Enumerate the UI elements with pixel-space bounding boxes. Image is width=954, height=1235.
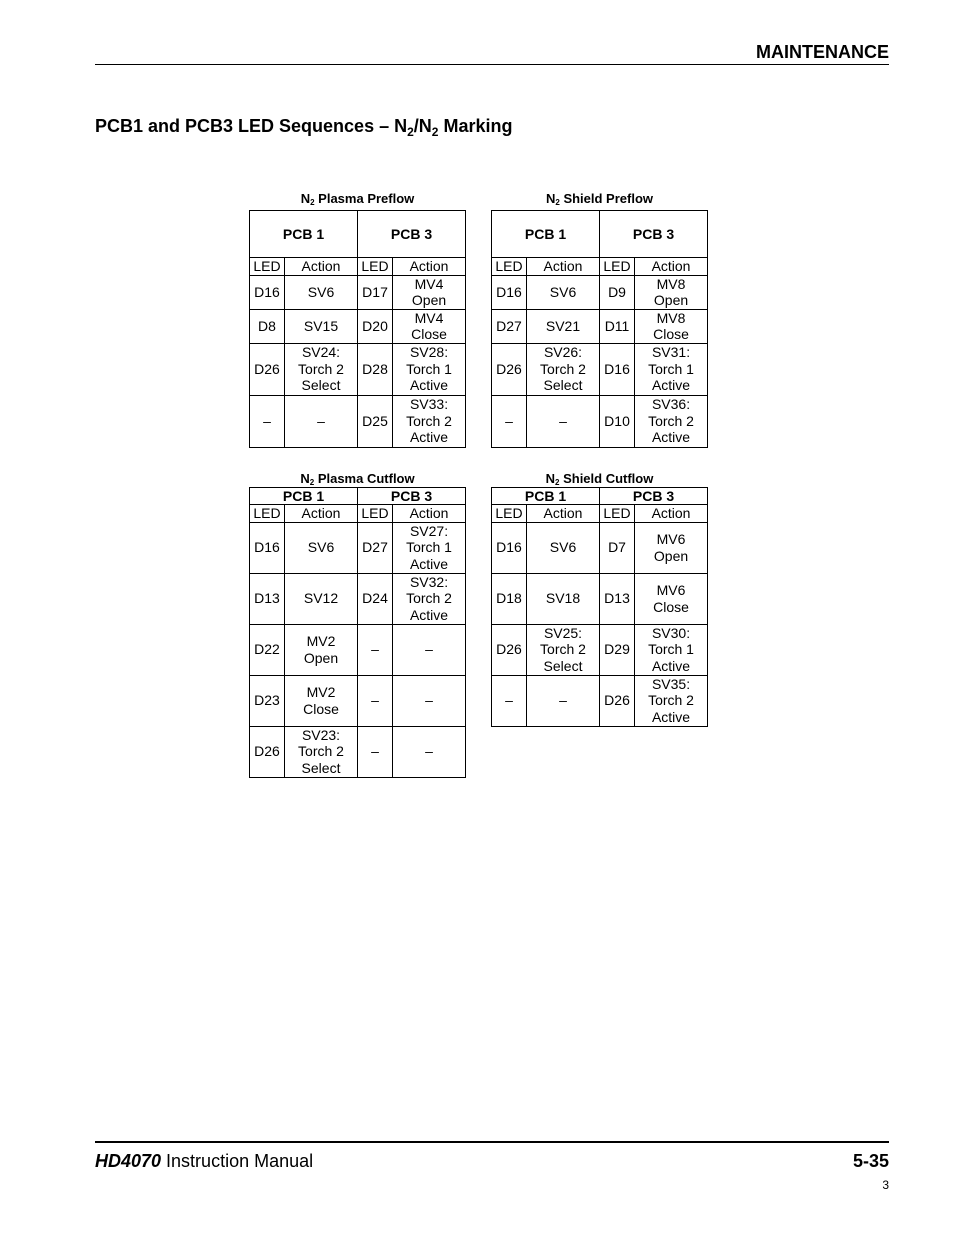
table-row — [250, 522, 466, 573]
action-line: SV15 — [303, 317, 339, 334]
pcb-header-row — [250, 211, 466, 258]
table-caption — [491, 191, 708, 207]
pcb-header-row — [492, 211, 708, 258]
pcb1-action — [285, 395, 358, 447]
pcb1-action — [527, 573, 600, 624]
section-title: MAINTENANCE — [756, 42, 889, 62]
table-row — [250, 624, 466, 675]
pcb3-led: D29 — [600, 624, 635, 675]
table-row — [250, 343, 466, 395]
pcb1-led: D16 — [492, 275, 527, 309]
action-line: SV25: — [543, 624, 583, 641]
action-line: MV2 — [306, 684, 336, 700]
led-header: LED — [492, 505, 527, 523]
action-line: MV6 — [656, 531, 686, 547]
pcb3-action — [635, 395, 708, 447]
action-line: Active — [651, 377, 691, 394]
pcb3-led: D24 — [358, 573, 393, 624]
table-row — [492, 309, 708, 343]
pcb3-action — [635, 343, 708, 395]
led-table — [249, 210, 466, 448]
heading-slash: /N — [413, 116, 432, 136]
action-line: MV2 — [306, 633, 336, 649]
pcb3-action — [393, 675, 466, 726]
pcb3-action — [635, 309, 708, 343]
pcb3-header: PCB 3 — [600, 488, 708, 505]
action-line: Close — [653, 598, 689, 615]
pcb3-header: PCB 3 — [358, 488, 466, 505]
action-line: – — [559, 692, 567, 709]
action-header: Action — [635, 258, 708, 276]
pcb3-led: D13 — [600, 573, 635, 624]
pcb3-led: D11 — [600, 309, 635, 343]
pcb1-led: D13 — [250, 573, 285, 624]
table-row — [250, 395, 466, 447]
table-shield-preflow — [491, 191, 708, 448]
led-header: LED — [600, 258, 635, 276]
table-row — [250, 275, 466, 309]
action-line: SV6 — [307, 283, 335, 300]
action-line: SV28: — [409, 344, 449, 361]
pcb1-header: PCB 1 — [492, 488, 600, 505]
pcb1-action — [527, 309, 600, 343]
pcb-header-row — [492, 488, 708, 505]
manual-title — [95, 1151, 313, 1172]
action-line: Torch 1 — [648, 641, 694, 658]
action-line: Close — [653, 326, 689, 342]
pcb3-action — [393, 573, 466, 624]
pcb3-action — [635, 522, 708, 573]
led-header: LED — [250, 505, 285, 523]
action-line: Torch 2 — [298, 360, 344, 377]
table-row — [492, 675, 708, 726]
action-line: Torch 2 — [406, 590, 452, 607]
caption-subscript: 2 — [310, 198, 315, 207]
pcb1-led: D22 — [250, 624, 285, 675]
action-line: SV36: — [651, 396, 691, 413]
table-caption — [249, 191, 466, 207]
action-line: Select — [543, 657, 583, 674]
pcb1-led: D23 — [250, 675, 285, 726]
pcb1-action — [527, 395, 600, 447]
pcb3-action — [635, 573, 708, 624]
action-line: – — [559, 412, 567, 429]
led-table — [249, 487, 466, 778]
pcb1-action — [527, 275, 600, 309]
pcb1-action — [285, 726, 358, 777]
caption-n: N — [545, 471, 556, 486]
pcb3-led: D27 — [358, 522, 393, 573]
action-line: SV35: — [651, 675, 691, 692]
table-row — [250, 573, 466, 624]
action-header: Action — [527, 258, 600, 276]
caption-text: Plasma Cutflow — [314, 471, 415, 486]
pcb3-header: PCB 3 — [358, 211, 466, 258]
pcb1-action — [285, 343, 358, 395]
column-header-row — [250, 258, 466, 276]
pcb3-led: D26 — [600, 675, 635, 726]
pcb1-led: D8 — [250, 309, 285, 343]
table-shield-cutflow — [491, 470, 708, 727]
led-header: LED — [358, 505, 393, 523]
action-line: SV30: — [651, 624, 691, 641]
action-line: – — [425, 641, 433, 658]
action-line: Torch 1 — [406, 539, 452, 556]
action-line: SV6 — [549, 283, 577, 300]
action-line: MV8 — [656, 309, 686, 326]
column-header-row — [492, 505, 708, 523]
pcb3-action — [393, 395, 466, 447]
action-line: Torch 1 — [406, 360, 452, 377]
table-caption — [249, 471, 466, 487]
pcb3-action — [393, 275, 466, 309]
heading-tail: Marking — [438, 116, 513, 136]
action-line: Open — [653, 292, 689, 308]
action-line: Torch 2 — [298, 743, 344, 760]
pcb1-action — [527, 343, 600, 395]
action-line: Torch 2 — [648, 412, 694, 429]
pcb3-led: D20 — [358, 309, 393, 343]
pcb1-led: D16 — [250, 522, 285, 573]
pcb3-action — [393, 309, 466, 343]
pcb1-led: D26 — [492, 624, 527, 675]
page-header — [95, 42, 889, 65]
action-header: Action — [393, 505, 466, 523]
action-line: Close — [303, 700, 339, 717]
pcb1-led: D27 — [492, 309, 527, 343]
action-line: MV4 — [414, 275, 444, 292]
action-line: SV27: — [409, 522, 449, 539]
action-header: Action — [527, 505, 600, 523]
table-plasma-preflow — [249, 191, 466, 448]
pcb3-led: – — [358, 726, 393, 777]
pcb1-action — [285, 275, 358, 309]
pcb-header-row — [250, 488, 466, 505]
action-line: SV23: — [301, 726, 341, 743]
pcb3-led: D9 — [600, 275, 635, 309]
pcb3-action — [635, 675, 708, 726]
pcb1-led: D26 — [250, 343, 285, 395]
pcb1-header: PCB 1 — [250, 211, 358, 258]
heading-subscript-1: 2 — [407, 125, 414, 139]
pcb1-action — [285, 309, 358, 343]
table-row — [250, 309, 466, 343]
pcb3-action — [393, 624, 466, 675]
caption-subscript: 2 — [555, 478, 560, 487]
caption-text: Shield Cutflow — [559, 471, 654, 486]
table-row — [492, 275, 708, 309]
action-line: SV26: — [543, 344, 583, 361]
pcb3-led: D28 — [358, 343, 393, 395]
led-header: LED — [358, 258, 393, 276]
pcb1-led: D16 — [492, 522, 527, 573]
action-line: Torch 2 — [406, 412, 452, 429]
led-header: LED — [492, 258, 527, 276]
table-row — [492, 522, 708, 573]
pcb3-action — [393, 522, 466, 573]
action-line: Select — [301, 377, 341, 394]
table-row — [492, 395, 708, 447]
pcb1-led: D26 — [250, 726, 285, 777]
pcb1-action — [527, 675, 600, 726]
table-plasma-cutflow — [249, 470, 466, 778]
action-line: SV6 — [549, 539, 577, 556]
action-line: Active — [409, 606, 449, 623]
caption-text: Shield Preflow — [559, 191, 654, 206]
led-table — [491, 487, 708, 727]
manual-label: Instruction Manual — [161, 1151, 314, 1171]
page-heading — [95, 116, 512, 139]
action-line: – — [425, 692, 433, 709]
pcb1-action — [527, 624, 600, 675]
action-line: Select — [301, 759, 341, 776]
action-line: Active — [409, 429, 449, 446]
pcb3-led: – — [358, 675, 393, 726]
pcb1-action — [285, 624, 358, 675]
action-line: Active — [409, 377, 449, 394]
pcb1-action — [285, 522, 358, 573]
pcb3-led: D25 — [358, 395, 393, 447]
pcb1-led: – — [492, 395, 527, 447]
action-line: Select — [543, 377, 583, 394]
action-line: – — [425, 743, 433, 760]
pcb3-led: D10 — [600, 395, 635, 447]
pcb1-led: – — [492, 675, 527, 726]
action-line: SV24: — [301, 344, 341, 361]
led-header: LED — [250, 258, 285, 276]
page-footer — [95, 1141, 889, 1192]
action-line: SV33: — [409, 396, 449, 413]
pcb3-action — [393, 726, 466, 777]
pcb3-led: D7 — [600, 522, 635, 573]
action-line: Active — [409, 555, 449, 572]
pcb3-led: D16 — [600, 343, 635, 395]
action-line: Torch 2 — [648, 692, 694, 709]
table-row — [492, 343, 708, 395]
table-caption — [491, 471, 708, 487]
action-line: Torch 2 — [540, 641, 586, 658]
pcb3-action — [393, 343, 466, 395]
table-row — [250, 675, 466, 726]
column-header-row — [250, 505, 466, 523]
pcb1-header: PCB 1 — [250, 488, 358, 505]
pcb1-led: D26 — [492, 343, 527, 395]
action-line: MV8 — [656, 275, 686, 292]
action-line: Open — [411, 292, 447, 308]
action-header: Action — [285, 505, 358, 523]
action-header: Action — [393, 258, 466, 276]
action-header: Action — [285, 258, 358, 276]
action-line: SV6 — [307, 539, 335, 556]
sheet-number: 3 — [882, 1178, 889, 1192]
pcb1-led: – — [250, 395, 285, 447]
action-line: SV21 — [545, 317, 581, 334]
caption-subscript: 2 — [309, 478, 315, 487]
led-table — [491, 210, 708, 448]
page-number: 5-35 — [852, 1151, 889, 1171]
pcb3-header: PCB 3 — [600, 211, 708, 258]
action-line: SV31: — [651, 344, 691, 361]
action-header: Action — [635, 505, 708, 523]
action-line: SV18 — [545, 590, 581, 607]
action-line: Open — [653, 547, 689, 564]
action-line: Torch 1 — [648, 360, 694, 377]
pcb1-action — [285, 573, 358, 624]
table-row — [492, 624, 708, 675]
pcb1-header: PCB 1 — [492, 211, 600, 258]
pcb1-led: D18 — [492, 573, 527, 624]
action-line: – — [317, 412, 325, 429]
caption-subscript: 2 — [555, 198, 560, 207]
caption-text: Plasma Preflow — [314, 191, 415, 206]
action-line: Active — [651, 429, 691, 446]
action-line: Open — [303, 649, 339, 666]
action-line: Torch 2 — [540, 360, 586, 377]
action-line: MV4 — [414, 309, 444, 326]
pcb3-led: D17 — [358, 275, 393, 309]
caption-n: N — [300, 471, 310, 486]
action-line: SV12 — [303, 590, 339, 607]
heading-main: PCB1 and PCB3 LED Sequences – N — [95, 116, 408, 136]
table-row — [250, 726, 466, 777]
pcb3-action — [635, 275, 708, 309]
column-header-row — [492, 258, 708, 276]
pcb1-action — [527, 522, 600, 573]
action-line: Active — [651, 657, 691, 674]
action-line: SV32: — [409, 573, 449, 590]
action-line: Close — [411, 326, 447, 342]
table-row — [492, 573, 708, 624]
action-line: MV6 — [656, 582, 686, 598]
caption-n: N — [545, 191, 556, 206]
pcb3-led: – — [358, 624, 393, 675]
led-header: LED — [600, 505, 635, 523]
pcb1-action — [285, 675, 358, 726]
pcb1-led: D16 — [250, 275, 285, 309]
heading-subscript-2: 2 — [431, 125, 439, 139]
model-name: HD4070 — [95, 1151, 162, 1171]
action-line: Active — [651, 708, 691, 725]
pcb3-action — [635, 624, 708, 675]
caption-n: N — [300, 191, 311, 206]
